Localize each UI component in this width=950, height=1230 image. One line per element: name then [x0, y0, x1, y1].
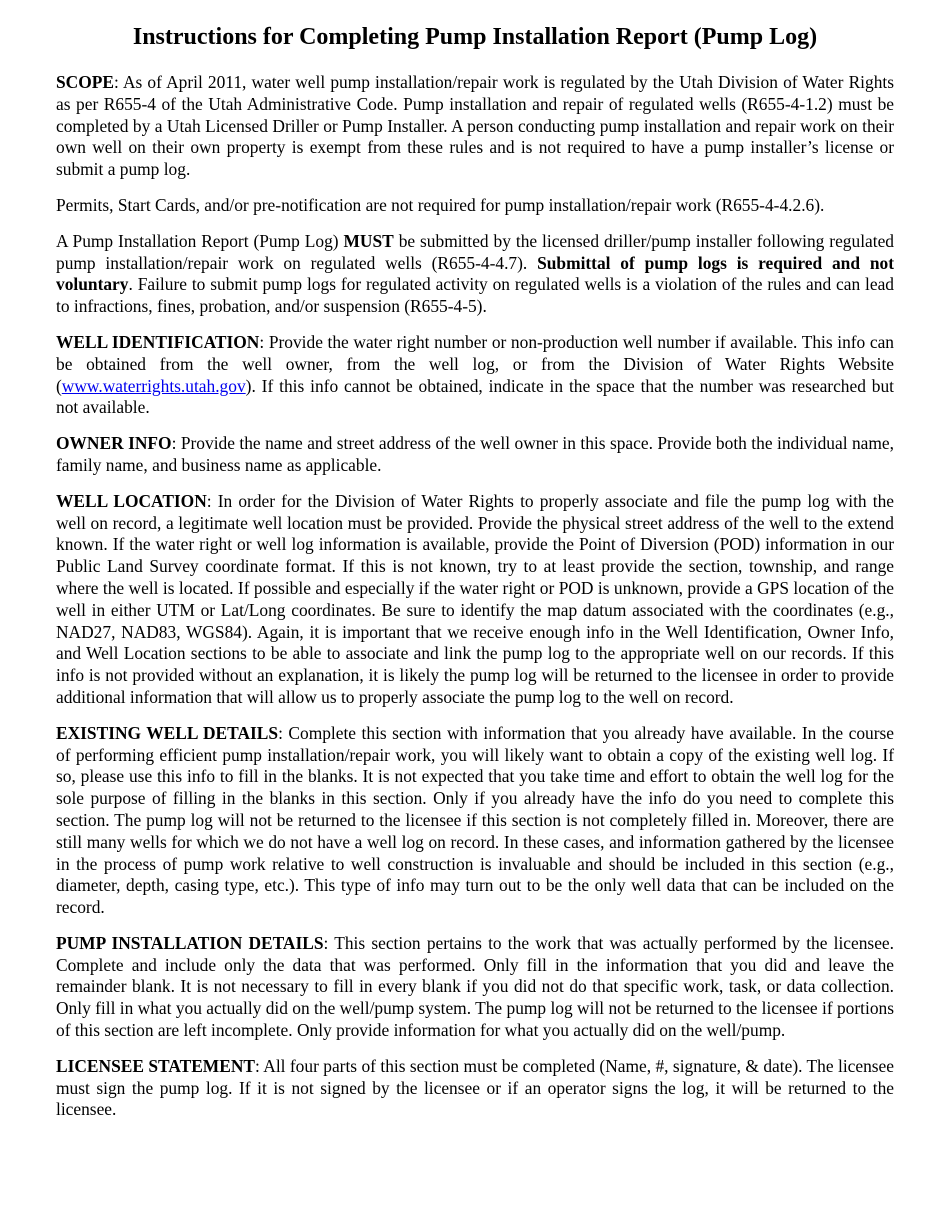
- must-submit-text-b: be submitted by the licensed driller/pump installer following regulated pump installation/repair work on regulated wells (R655-4-4.7).: [56, 230, 894, 273]
- licensee-statement-heading: LICENSEE STATEMENT: [56, 1055, 255, 1076]
- water-rights-website-link[interactable]: www.waterrights.utah.gov: [61, 375, 246, 396]
- well-location-paragraph: [56, 491, 894, 709]
- owner-info-text: : Provide the name and street address of the well owner in this space. Provide both the individual name, family name, and business name as applicable.: [56, 433, 894, 475]
- owner-info-paragraph: [56, 433, 894, 477]
- well-identification-text-a: : Provide the water right number or non-production well number if available. This info can be obtained from the well owner, from the well log, or from the Division of Water Rights Website (: [56, 331, 894, 396]
- licensee-statement-paragraph: [56, 1056, 894, 1121]
- well-identification-heading: WELL IDENTIFICATION: [56, 331, 260, 352]
- must-submit-paragraph: [56, 231, 894, 318]
- permits-paragraph: Permits, Start Cards, and/or pre-notification are not required for pump installation/repair work (R655-4-4.2.6).: [56, 194, 825, 215]
- must-submit-text-a: A Pump Installation Report (Pump Log): [56, 230, 344, 251]
- scope-paragraph: [56, 72, 894, 181]
- licensee-statement-text: : All four parts of this section must be completed (Name, #, signature, & date). The licensee must sign the pump log. If it is not signed by the licensee or if an operator signs the log, it will be returned to the licensee.: [56, 1055, 894, 1120]
- must-emphasis: MUST: [343, 230, 394, 251]
- scope-heading: SCOPE: [56, 72, 114, 92]
- scope-text: : As of April 2011, water well pump installation/repair work is regulated by the Utah Division of Water Rights as per R655-4 of the Utah Administrative Code. Pump installation and repair of regulated wells (R655-4-1.2) must be completed by a Utah Licensed Driller or Pump Installer. A person conducting pump installation and repair work on their own well on their own property is exempt from these rules and is not required to have a pump installer’s license or submit a pump log.: [56, 72, 894, 180]
- pump-installation-details-heading: PUMP INSTALLATION DETAILS: [56, 932, 324, 953]
- pump-installation-details-text: : This section pertains to the work that was actually performed by the licensee. Complete and include only the data that was performed. Only fill in the information that you did and leave the remainder blank. It is not necessary to fill in every blank if you did not do that specific work, task, or data collection. Only fill in what you actually did on the well/pump system. The pump log will not be returned to the licensee if portions of this section are left incomplete. Only provide information for what you actually did on the well/pump.: [56, 932, 894, 1041]
- must-submit-text-d: . Failure to submit pump logs for regulated activity on regulated wells is a violation of the rules and can lead to infractions, fines, probation, and/or suspension (R655-4-5).: [56, 274, 894, 317]
- well-identification-paragraph: [56, 332, 894, 419]
- mandatory-submittal-emphasis: Submittal of pump logs is required and not voluntary: [56, 252, 894, 295]
- well-identification-text-b: ). If this info cannot be obtained, indicate in the space that the number was researched but not available.: [56, 375, 894, 418]
- pump-installation-details-paragraph: [56, 933, 894, 1042]
- existing-well-details-heading: EXISTING WELL DETAILS: [56, 722, 279, 743]
- well-location-heading: WELL LOCATION: [56, 490, 207, 511]
- owner-info-heading: OWNER INFO: [56, 433, 172, 454]
- document-page: [56, 20, 894, 1135]
- existing-well-details-paragraph: [56, 723, 894, 919]
- page-title: Instructions for Completing Pump Installation Report (Pump Log): [132, 24, 818, 50]
- existing-well-details-text: : Complete this section with information that you already have available. In the course of performing efficient pump installation/repair work, you will likely want to obtain a copy of the existing well log. If so, please use this info to fill in the blanks. It is not expected that you take time and effort to obtain the well log for the sole purpose of filling in the blanks in this section. Only if you already have the info do you need to complete this section. The pump log will not be returned to the licensee if this section is not completely filled in. Moreover, there are still many wells for which we do not have a well log on record. In these cases, and information gathered by the licensee in the process of pump work relative to well construction is invaluable and should be included in this section (e.g., diameter, depth, casing type, etc.). This type of info may turn out to be the only well data that can be included on the record.: [56, 722, 894, 918]
- well-location-text: : In order for the Division of Water Rights to properly associate and file the pump log with the well on record, a legitimate well location must be provided. Provide the physical street address of the well to the extend known. If the water right or well log information is available, provide the Point of Diversion (POD) information in our Public Land Survey coordinate format. If this is not known, try to at least provide the section, township, and range where the well is located. If possible and especially if the water right or POD is unknown, provide a GPS location of the well in either UTM or Lat/Long coordinates. Be sure to identify the map datum associated with the coordinates (e.g., NAD27, NAD83, WGS84). Again, it is important that we receive enough info in the Well Identification, Owner Info, and Well Location sections to be able to associate and link the pump log to the appropriate well on our records. If this info is not provided without an explanation, it is likely the pump log will be returned to the licensee in order to provide additional information that will allow us to properly associate the pump log to the well on record.: [56, 490, 894, 707]
